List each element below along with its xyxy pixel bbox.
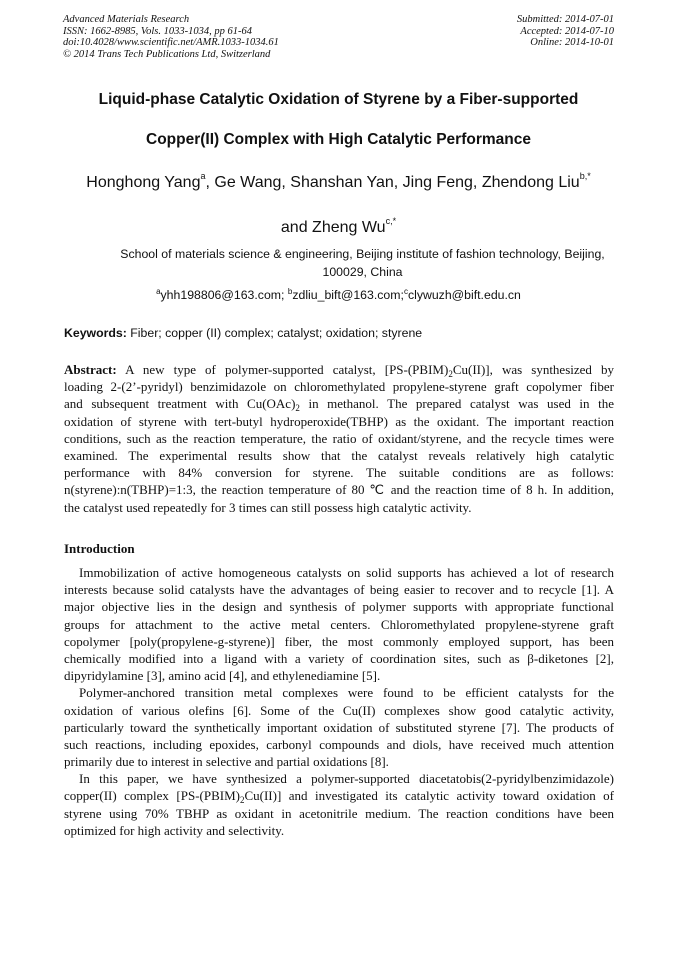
submitted-date: Submitted: 2014-07-01 bbox=[516, 14, 614, 25]
paragraph-text: copper(II) complex [PS-(PBIM) bbox=[64, 788, 240, 804]
subscript: 2 bbox=[295, 403, 300, 414]
author-name: and Zheng Wu bbox=[280, 219, 386, 236]
journal-copyright: © 2014 Trans Tech Publications Ltd, Switzerland bbox=[63, 48, 271, 60]
author-list bbox=[63, 160, 614, 250]
paragraph-line: copolymer [poly(propylene-g-styrene)] fiber, the most commonly employed support, has been bbox=[64, 633, 614, 649]
accepted-date: Accepted: 2014-07-10 bbox=[520, 25, 614, 37]
introduction-body bbox=[64, 564, 614, 839]
journal-issn: ISSN: 1662-8985, Vols. 1033-1034, pp 61-64 bbox=[63, 25, 252, 37]
author-emails bbox=[63, 287, 614, 303]
keywords-text: Fiber; copper (II) complex; catalyst; oxidation; styrene bbox=[126, 326, 423, 340]
paragraph-line: such reactions, including epoxides, carbonyl compounds and diols, have received much attention bbox=[64, 736, 614, 752]
abstract-line bbox=[64, 361, 614, 378]
author-affil-mark: b,* bbox=[579, 171, 591, 181]
paragraph-line: primarily due to interest in selective and partial oxidations [8]. bbox=[64, 754, 389, 770]
author-line-2 bbox=[63, 205, 614, 250]
paper-title bbox=[63, 80, 614, 160]
abstract-line: loading 2-(2’-pyridyl) benzimidazole on chloromethylated propylene-styrene graft copolymer fiber bbox=[64, 379, 614, 395]
journal-name: Advanced Materials Research bbox=[63, 14, 190, 25]
paragraph-line: Immobilization of active homogeneous catalysts on solid supports has achieved a lot of research bbox=[79, 565, 614, 580]
author-name: Honghong Yang bbox=[86, 174, 201, 191]
abstract-line: conditions, such as the reaction temperature, the ratio of oxidant/styrene, and the recycle times were bbox=[64, 430, 614, 446]
paragraph-line: groups for attachment to the active metal centers. Chloromethylated propylene-styrene graft bbox=[64, 616, 614, 632]
paragraph-line: dipyridylamine [3], amino acid [4], and ethylenediamine [5]. bbox=[64, 668, 381, 684]
affiliation bbox=[110, 245, 615, 281]
email-mark: c bbox=[403, 287, 408, 296]
abstract-text: in methanol. The prepared catalyst was used in the bbox=[299, 396, 614, 412]
subscript: 2 bbox=[448, 369, 453, 379]
abstract-text: A new type of polymer-supported catalyst, [PS-(PBIM) bbox=[116, 362, 449, 377]
paragraph-line: Polymer-anchored transition metal complexes were found to be efficient catalysts for the bbox=[79, 685, 614, 701]
affiliation-line-2: 100029, China bbox=[322, 265, 403, 279]
abstract-label: Abstract: bbox=[64, 362, 117, 377]
paragraph-line: major objective lies in the design and synthesis of polymer supports with appropriate functional bbox=[64, 599, 614, 615]
paragraph-text: Cu(II)] and investigated its catalytic activity toward oxidation of bbox=[244, 788, 615, 804]
affiliation-line-1: School of materials science & engineering, Beijing institute of fashion technology, Beijing, bbox=[120, 247, 605, 261]
paragraph-line: optimized for high activity and selectivity. bbox=[64, 822, 285, 838]
abstract-line: the catalyst used repeatedly for 3 times can still possess high catalytic activity. bbox=[64, 499, 472, 515]
paragraph-line: chemically modified into a ligand with a variety of coordination sites, such as β-diketones [2], bbox=[64, 650, 614, 666]
email-link[interactable]: zdliu_bift@163.com; bbox=[292, 288, 404, 302]
keywords-label: Keywords: bbox=[64, 326, 127, 340]
abstract-line: examined. The experimental results show that the catalyst reveals relatively high catalytic bbox=[64, 447, 614, 463]
abstract-line: n(styrene):n(TBHP)=1:3, the reaction temperature of 80 ℃ and the reaction time of 8 h. In addition, bbox=[64, 482, 614, 498]
title-line-2: Copper(II) Complex with High Catalytic Performance bbox=[146, 131, 531, 148]
journal-header-left bbox=[63, 14, 279, 60]
paragraph-line: interests because solid catalysts have the advantages of being easier to recover and to recycle [1]. A bbox=[64, 582, 614, 598]
email-mark: a bbox=[156, 287, 161, 296]
author-line-1 bbox=[63, 160, 614, 205]
abstract-text: and subsequent treatment with Cu(OAc) bbox=[64, 396, 296, 412]
author-affil-mark: a bbox=[200, 171, 206, 181]
email-link[interactable]: yhh198806@163.com; bbox=[160, 288, 288, 302]
title-line-1: Liquid-phase Catalytic Oxidation of Styrene by a Fiber-supported bbox=[98, 91, 579, 108]
online-date: Online: 2014-10-01 bbox=[530, 37, 614, 48]
section-heading: Introduction bbox=[64, 541, 135, 556]
paragraph-line: oxidation of various olefins [6]. Some of the Cu(II) complexes show good catalytic activity, bbox=[64, 702, 614, 718]
paragraph-line: styrene using 70% TBHP as oxidant in acetonitrile medium. The reaction conditions have been bbox=[64, 805, 614, 821]
keywords bbox=[64, 326, 422, 340]
email-mark: b bbox=[287, 287, 293, 296]
paragraph-line: In this paper, we have synthesized a polymer-supported diacetatobis(2-pyridylbenzimidazole) bbox=[79, 771, 614, 787]
paragraph-line: particularly toward the synthetically important oxidation of substituted styrene [7]. The products of bbox=[64, 719, 614, 735]
subscript: 2 bbox=[239, 795, 245, 806]
journal-header-right bbox=[517, 14, 614, 49]
journal-doi: doi:10.4028/www.scientific.net/AMR.1033-1034.61 bbox=[63, 37, 279, 48]
abstract-text: Cu(II)], was synthesized by bbox=[452, 362, 614, 377]
email-link[interactable]: clywuzh@bift.edu.cn bbox=[407, 288, 521, 302]
abstract bbox=[64, 361, 614, 516]
abstract-line: oxidation of styrene with tert-butyl hydroperoxide(TBHP) as the oxidant. The important reaction bbox=[64, 413, 614, 429]
abstract-line bbox=[64, 395, 614, 412]
author-names: , Ge Wang, Shanshan Yan, Jing Feng, Zhendong Liu bbox=[205, 174, 580, 191]
abstract-line: performance with 84% conversion for styrene. The suitable conditions are as follows: bbox=[64, 465, 614, 481]
author-affil-mark: c,* bbox=[385, 216, 397, 226]
paragraph-line bbox=[64, 787, 614, 804]
